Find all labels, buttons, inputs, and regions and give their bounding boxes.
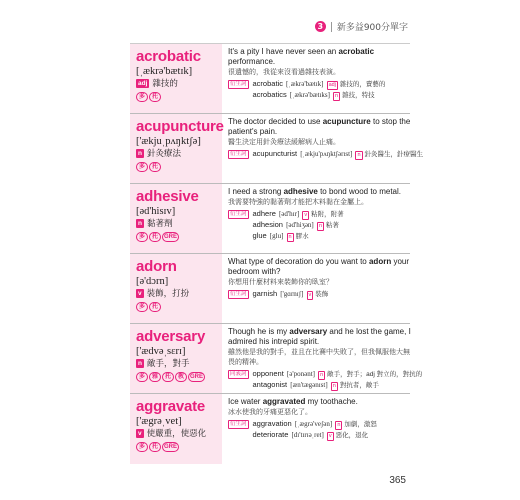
related-meaning: 敵手，對手；adj 對立的，對抗的 — [327, 371, 423, 378]
sentence-fragment: What type of decoration do you want to — [228, 257, 369, 266]
example-translation: 你想用什麼材料來裝飾你的臥室？ — [228, 278, 333, 286]
related-words — [228, 289, 410, 300]
exam-tag: 托 — [149, 232, 161, 242]
highlighted-word: adhesive — [283, 187, 318, 196]
related-label: 衍生詞 — [230, 291, 247, 297]
example-translation: 雖然他是我的對手，並且在比賽中失敗了，但我佩服他大無畏的精神。 — [228, 348, 410, 366]
headword: adorn — [136, 258, 177, 275]
definition — [136, 288, 217, 301]
related-list — [253, 419, 410, 441]
meaning: 敵手，對手 — [146, 359, 190, 369]
related-word-item — [253, 369, 423, 380]
part-of-speech-badge: n — [138, 360, 142, 367]
related-meaning: 惡化，退化 — [335, 432, 369, 439]
related-word-item — [253, 209, 410, 220]
related-list — [253, 209, 410, 242]
related-label: 衍生詞 — [230, 81, 247, 87]
definition — [136, 78, 217, 91]
related-label: 衍生詞 — [230, 151, 247, 157]
entry-0 — [130, 44, 410, 114]
related-meaning: 裝飾 — [315, 291, 329, 298]
highlighted-word: acrobatic — [338, 47, 375, 56]
sentence-fragment: I need a strong — [228, 187, 284, 196]
entry-1 — [130, 114, 424, 184]
related-ipa: [əd'hɪr] — [278, 210, 300, 218]
related-ipa: [glu] — [269, 232, 284, 240]
book-title: 新多益900分單字 — [336, 23, 408, 33]
exam-tag: GRE — [190, 374, 204, 380]
related-word: antagonist — [252, 380, 288, 389]
meaning: 雜技的 — [152, 79, 178, 89]
highlighted-word: acupuncture — [322, 117, 371, 126]
exam-tag: 多 — [136, 232, 148, 242]
headword: adversary — [136, 328, 206, 345]
related-word: acrobatic — [252, 79, 283, 88]
sentence-fragment: and he lost the game, I admired his intrepid spirit. — [228, 327, 411, 346]
meaning: 裝飾，打扮 — [146, 289, 190, 299]
related-pos: n — [332, 383, 336, 389]
entry-5 — [130, 394, 410, 464]
related-ipa: [ˌækju'pʌŋktʃərɪst] — [300, 150, 353, 158]
related-meaning: 對抗者，敵手 — [339, 382, 379, 389]
related-word-item — [253, 430, 410, 441]
related-label: 同義詞 — [230, 371, 247, 377]
pronunciation: [ə'dɔrn] — [136, 276, 169, 287]
headword: acupuncture — [136, 118, 224, 135]
related-words — [228, 209, 410, 242]
example-panel — [222, 114, 424, 183]
part-of-speech-badge: n — [138, 150, 142, 157]
example-panel — [222, 254, 410, 323]
example-panel — [222, 184, 410, 253]
example-translation: 冰水使我的牙痛更惡化了。 — [228, 408, 312, 416]
part-of-speech-badge: v — [138, 290, 142, 297]
exam-tag: GRE — [164, 234, 178, 240]
sentence-fragment: It's a pity I have never seen an — [228, 47, 339, 56]
running-header — [315, 20, 408, 33]
pronunciation: ['ægrəˌvet] — [136, 416, 182, 427]
related-word: acrobatics — [252, 90, 287, 99]
related-pos: n — [320, 372, 324, 378]
related-word-item — [253, 149, 424, 160]
highlighted-word: adversary — [289, 327, 328, 336]
entry-3 — [130, 254, 410, 324]
page-number: 365 — [389, 475, 406, 486]
sentence-fragment: your bedroom with? — [228, 257, 410, 276]
exam-tag: 雅 — [149, 372, 161, 382]
exam-tag: 教 — [175, 372, 187, 382]
headword: acrobatic — [136, 48, 201, 65]
related-pos: n — [335, 93, 339, 99]
sentence-fragment: Though he is my — [228, 327, 290, 336]
exam-tags — [136, 372, 217, 382]
part-of-speech-badge: adj — [138, 80, 148, 87]
exam-tag: 托 — [149, 92, 161, 102]
related-ipa: [ə'ponənt] — [286, 370, 315, 378]
related-ipa: [əd'hiʒən] — [286, 221, 314, 229]
related-pos: v — [308, 292, 312, 298]
definition — [136, 358, 217, 371]
headword-panel — [130, 44, 222, 113]
related-words — [228, 149, 424, 160]
related-ipa: [ˌækrə'bætɪks] — [289, 91, 330, 99]
related-label: 衍生詞 — [230, 211, 247, 217]
related-meaning: 粘附，附著 — [311, 211, 344, 218]
related-list — [253, 79, 410, 101]
exam-tag: 多 — [136, 302, 148, 312]
example-sentence — [228, 187, 410, 197]
exam-tags — [136, 162, 217, 172]
sentence-fragment: The doctor decided to use — [228, 117, 323, 126]
exam-tags — [136, 232, 217, 242]
related-meaning: 針灸醫生，針療醫生 — [364, 151, 424, 158]
sentence-fragment: to stop the patient's pain. — [228, 117, 411, 136]
example-panel — [222, 44, 410, 113]
example-sentence — [228, 327, 411, 347]
related-ipa: ['gɑrnɪʃ] — [280, 290, 304, 298]
example-translation: 我需要特強的黏著劑才能把木料黏在金屬上。 — [228, 198, 368, 206]
header-divider — [331, 22, 332, 32]
exam-tags — [136, 302, 217, 312]
entry-list — [130, 43, 424, 464]
related-meaning: 加劇，激怒 — [344, 421, 377, 428]
related-ipa: [ˌægrə'veʃən] — [294, 420, 333, 428]
example-panel — [222, 394, 410, 464]
headword-panel — [130, 394, 222, 464]
entry-4 — [130, 324, 423, 394]
related-ipa: [æn'tægənɪst] — [290, 381, 328, 389]
related-word: acupuncturist — [252, 149, 298, 158]
exam-tags — [136, 442, 217, 452]
meaning: 使嚴重，使惡化 — [146, 429, 207, 439]
headword: aggravate — [136, 398, 206, 415]
pronunciation: [ˌækrə'bætɪk] — [136, 66, 193, 77]
entry-2 — [130, 184, 410, 254]
related-ipa: [ˌækrə'bætɪk] — [286, 80, 324, 88]
headword: adhesive — [136, 188, 199, 205]
highlighted-word: aggravated — [262, 397, 306, 406]
exam-tag: 托 — [149, 162, 161, 172]
definition — [136, 218, 217, 231]
chapter-badge: 3 — [315, 21, 326, 32]
related-pos: adj — [328, 82, 336, 88]
exam-tag: 多 — [136, 372, 148, 382]
related-word: garnish — [252, 289, 278, 298]
related-word-item — [253, 419, 410, 430]
exam-tag: 多 — [136, 162, 148, 172]
related-list — [253, 149, 424, 160]
related-meaning: 雜技，特技 — [342, 92, 375, 99]
exam-tag: 托 — [149, 302, 161, 312]
related-pos: n — [318, 223, 322, 229]
sentence-fragment: my toothache. — [305, 397, 358, 406]
example-panel — [222, 324, 423, 393]
related-pos: n — [357, 152, 361, 158]
headword-panel — [130, 184, 222, 253]
sentence-fragment: Ice water — [228, 397, 263, 406]
example-translation: 很遺憾的，我從來沒看過雜技表演。 — [228, 68, 340, 76]
pronunciation: ['ædvəˌsɛrɪ] — [136, 346, 186, 357]
definition — [136, 428, 217, 441]
related-word: glue — [252, 231, 267, 240]
related-word-item — [253, 220, 410, 231]
related-meaning: 膠水 — [295, 233, 309, 240]
related-pos: v — [328, 433, 332, 439]
related-meaning: 粘著 — [325, 222, 339, 229]
example-sentence — [228, 117, 412, 137]
example-sentence — [228, 397, 410, 407]
headword-panel — [130, 114, 222, 183]
pronunciation: [əd'hisɪv] — [136, 206, 176, 217]
related-list — [253, 369, 423, 391]
related-word-item — [253, 380, 423, 391]
part-of-speech-badge: n — [138, 220, 142, 227]
headword-panel — [130, 324, 222, 393]
related-ipa: [dɪ'tɪrɪəˌret] — [291, 431, 324, 439]
exam-tag: 托 — [149, 442, 161, 452]
related-word: adhesion — [252, 220, 283, 229]
related-meaning: 雜技的，賣藝的 — [339, 81, 386, 88]
pronunciation: ['ækjuˌpʌŋktʃə] — [136, 136, 201, 147]
related-word-item — [253, 79, 410, 90]
related-word-item — [253, 90, 410, 101]
related-pos: v — [304, 212, 308, 218]
highlighted-word: adorn — [368, 257, 392, 266]
related-words — [228, 369, 423, 391]
related-word: deteriorate — [252, 430, 289, 439]
exam-tag: GRE — [164, 444, 178, 450]
related-word: adhere — [252, 209, 276, 218]
sentence-fragment: performance. — [228, 57, 276, 66]
exam-tag: 多 — [136, 442, 148, 452]
related-pos: n — [337, 422, 341, 428]
related-word: aggravation — [252, 419, 292, 428]
related-pos: n — [288, 234, 292, 240]
meaning: 針灸療法 — [146, 149, 181, 159]
related-label: 衍生詞 — [230, 421, 247, 427]
sentence-fragment: to bond wood to metal. — [317, 187, 402, 196]
example-sentence — [228, 47, 410, 67]
example-translation: 醫生決定用針灸療法緩解病人止痛。 — [228, 138, 340, 146]
part-of-speech-badge: v — [138, 430, 142, 437]
meaning: 黏著劑 — [146, 219, 173, 229]
related-word-item — [253, 231, 410, 242]
related-word-item — [253, 289, 410, 300]
exam-tag: 多 — [136, 92, 148, 102]
exam-tags — [136, 92, 217, 102]
example-sentence — [228, 257, 410, 277]
related-word: opponent — [252, 369, 284, 378]
related-words — [228, 419, 410, 441]
related-list — [253, 289, 410, 300]
exam-tag: 托 — [162, 372, 174, 382]
definition — [136, 148, 217, 161]
related-words — [228, 79, 410, 101]
headword-panel — [130, 254, 222, 323]
